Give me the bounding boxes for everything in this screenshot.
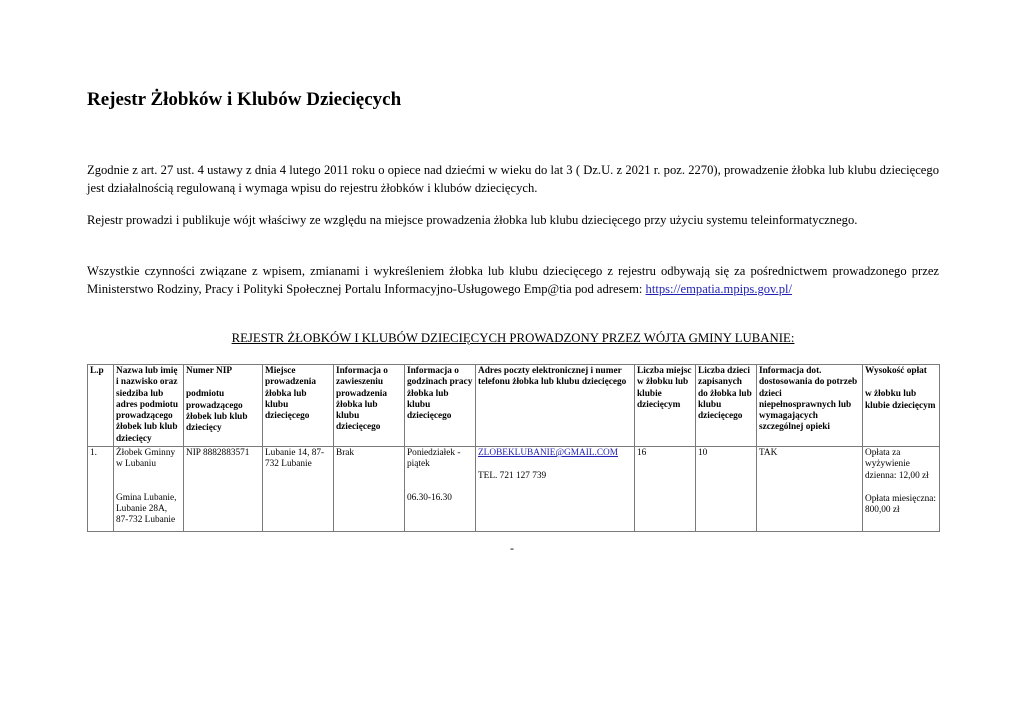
portal-paragraph bbox=[87, 262, 939, 298]
header-fees-line1: Wysokość opłat bbox=[865, 366, 927, 376]
header-name bbox=[114, 365, 184, 447]
header-place: Miejsce prowadzenia żłobka lub klubu dziecięcego bbox=[263, 365, 334, 447]
portal-paragraph-text: Wszystkie czynności związane z wpisem, zmianami i wykreśleniem żłobka lub klubu dziecięcego z rejestru odbywają się za pośrednictwem prowadzonego przez Ministerstwo Rodziny, Pracy i Polityki Społecznej Portalu Informacyjno-Usługowego Emp@tia pod adresem: bbox=[87, 264, 939, 296]
cell-fees bbox=[863, 447, 940, 532]
header-contact: Adres poczty elektronicznej i numer telefonu żłobka lub klubu dziecięcego bbox=[476, 365, 635, 447]
cell-hours-time: 06.30-16.30 bbox=[407, 492, 452, 503]
header-places: Liczba miejsc w żłobku lub klubie dziecięcym bbox=[635, 365, 696, 447]
cell-suspension: Brak bbox=[334, 447, 405, 532]
register-heading: REJESTR ŻŁOBKÓW I KLUBÓW DZIECIĘCYCH PROWADZONY PRZEZ WÓJTA GMINY LUBANIE: bbox=[231, 331, 795, 345]
header-nip-line1: Numer NIP bbox=[186, 366, 233, 376]
header-fees-line2: w żłobku lub klubie dziecięcym bbox=[865, 389, 936, 411]
cell-lp: 1. bbox=[88, 447, 114, 532]
header-adaptation: Informacja dot. dostosowania do potrzeb dzieci niepełnosprawnych lub wymagających szczególnej opieki bbox=[757, 365, 863, 447]
cell-hours bbox=[405, 447, 476, 532]
cell-adaptation: TAK bbox=[757, 447, 863, 532]
cell-name bbox=[114, 447, 184, 532]
cell-nip: NIP 8882883571 bbox=[184, 447, 263, 532]
footer-mark: - bbox=[510, 541, 514, 555]
cell-enrolled: 10 bbox=[696, 447, 757, 532]
email-link[interactable]: ZLOBEKLUBANIE@GMAIL.COM bbox=[478, 448, 618, 459]
header-enrolled: Liczba dzieci zapisanych do żłobka lub klubu dziecięcego bbox=[696, 365, 757, 447]
register-table bbox=[87, 364, 940, 532]
cell-places: 16 bbox=[635, 447, 696, 532]
header-nip-line2: podmiotu prowadzącego żłobek lub klub dziecięcy bbox=[186, 389, 248, 434]
table-row bbox=[88, 447, 940, 532]
header-fees bbox=[863, 365, 940, 447]
header-name-line1: Nazwa lub imię bbox=[116, 366, 178, 376]
intro-paragraph: Zgodnie z art. 27 ust. 4 ustawy z dnia 4 lutego 2011 roku o opiece nad dziećmi w wieku do lat 3 ( Dz.U. z 2021 r. poz. 2270), prowadzenie żłobka lub klubu dziecięcego jest działalnością regulowaną i wymaga wpisu do rejestru żłobków i klubów dziecięcych. bbox=[87, 163, 939, 195]
page-title: Rejestr Żłobków i Klubów Dziecięcych bbox=[87, 89, 402, 110]
publisher-paragraph: Rejestr prowadzi i publikuje wójt właściwy ze względu na miejsce prowadzenia żłobka lub klubu dziecięcego przy użyciu systemu teleinformatycznego. bbox=[87, 213, 858, 227]
cell-name-operator: Gmina Lubanie, Lubanie 28A, 87-732 Lubanie bbox=[116, 492, 177, 526]
header-name-line2: i nazwisko oraz siedziba lub adres podmiotu prowadzącego żłobek lub klub dziecięcy bbox=[116, 377, 179, 444]
cell-fees-monthly: Opłata miesięczna: 800,00 zł bbox=[865, 493, 936, 516]
cell-name-facility: Żłobek Gminny w Lubaniu bbox=[116, 448, 176, 470]
empatia-link[interactable]: https://empatia.mpips.gov.pl/ bbox=[645, 282, 792, 296]
header-suspension: Informacja o zawieszeniu prowadzenia żłobka lub klubu dziecięcego bbox=[334, 365, 405, 447]
cell-contact bbox=[476, 447, 635, 532]
header-nip bbox=[184, 365, 263, 447]
cell-phone: TEL. 721 127 739 bbox=[478, 471, 547, 482]
cell-hours-days: Poniedziałek - piątek bbox=[407, 448, 461, 470]
header-lp: L.p bbox=[88, 365, 114, 447]
cell-fees-meals: Opłata za wyżywienie dzienna: 12,00 zł bbox=[865, 448, 929, 481]
table-header-row bbox=[88, 365, 940, 447]
cell-place: Lubanie 14, 87-732 Lubanie bbox=[263, 447, 334, 532]
header-hours: Informacja o godzinach pracy żłobka lub klubu dziecięcego bbox=[405, 365, 476, 447]
